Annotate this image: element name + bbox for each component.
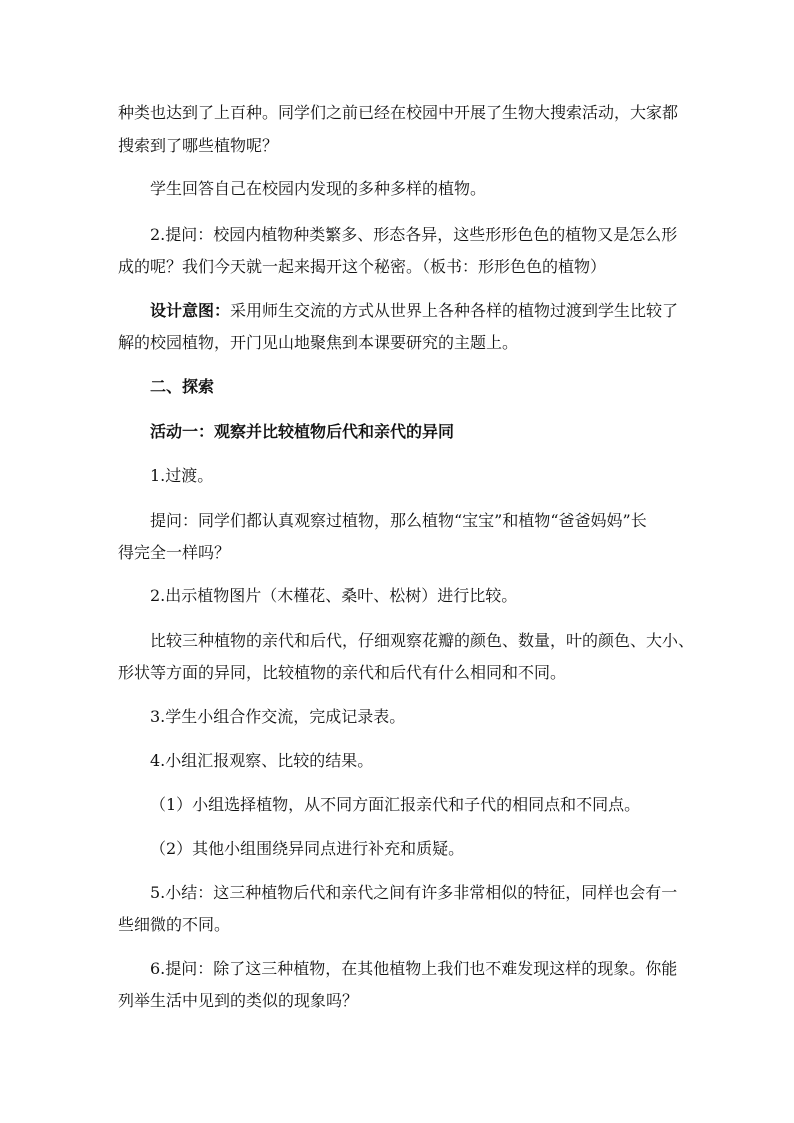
paragraph-line: 5.小结：这三种植物后代和亲代之间有许多非常相似的特征，同样也会有一: [150, 883, 678, 902]
paragraph-line: 6.提问：除了这三种植物，在其他植物上我们也不难发现这样的现象。你能: [150, 959, 678, 978]
paragraph-line: 1.过渡。: [150, 466, 214, 485]
design-intent-paragraph: [118, 294, 680, 327]
paragraph-line: 得完全一样吗？: [118, 543, 231, 562]
paragraph-line: 形状等方面的异同，比较植物的亲代和后代有什么相同和不同。: [118, 663, 567, 682]
paragraph-line: 列举生活中见到的类似的现象吗？: [118, 991, 359, 1010]
paragraph-line: 比较三种植物的亲代和后代，仔细观察花瓣的颜色、数量，叶的颜色、大小、: [150, 631, 695, 650]
paragraph-line: 搜索到了哪些植物呢？: [118, 136, 279, 155]
activity-heading: 活动一：观察并比较植物后代和亲代的异同: [150, 422, 455, 441]
paragraph-line: 4.小组汇报观察、比较的结果。: [150, 751, 374, 770]
paragraph-line: 解的校园植物，开门见山地聚焦到本课要研究的主题上。: [118, 333, 519, 352]
paragraph-line: 3.学生小组合作交流，完成记录表。: [150, 707, 406, 726]
paragraph-line: 2.提问：校园内植物种类繁多、形态各异，这些形形色色的植物又是怎么形: [150, 225, 678, 244]
paragraph-line: 成的呢？我们今天就一起来揭开这个秘密。（板书：形形色色的植物）: [118, 257, 607, 276]
paragraph-line: （2）其他小组围绕异同点进行补充和质疑。: [150, 839, 465, 858]
paragraph-line: 学生回答自己在校园内发现的多种多样的植物。: [150, 179, 487, 198]
paragraph-line: 提问：同学们都认真观察过植物，那么植物“宝宝”和植物“爸爸妈妈”长: [150, 511, 647, 530]
paragraph-line: 种类也达到了上百种。同学们之前已经在校园中开展了生物大搜索活动，大家都: [118, 103, 679, 122]
design-intent-text: 采用师生交流的方式从世界上各种各样的植物过渡到学生比较了: [230, 301, 679, 320]
paragraph-line: 2.出示植物图片（木槿花、桑叶、松树）进行比较。: [150, 586, 518, 605]
paragraph-line: （1）小组选择植物，从不同方面汇报亲代和子代的相同点和不同点。: [150, 795, 641, 814]
design-intent-label: 设计意图：: [150, 301, 231, 320]
paragraph-line: 些细微的不同。: [118, 915, 231, 934]
section-heading: 二、探索: [150, 377, 215, 396]
